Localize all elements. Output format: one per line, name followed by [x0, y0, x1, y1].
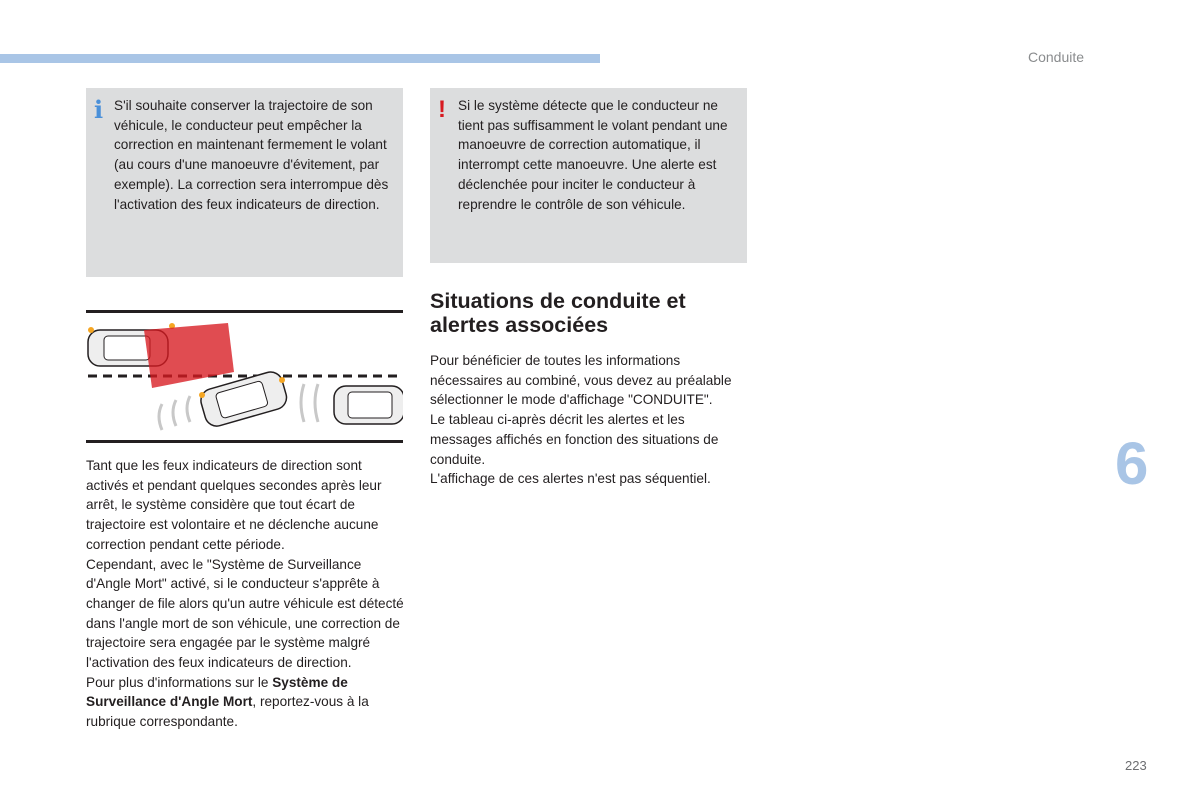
- vehicle-ego-icon: [198, 369, 289, 429]
- illustration-top-rule: [86, 310, 403, 313]
- vehicle-following-icon: [334, 386, 403, 424]
- text-span: , reportez-vous à la rubrique correspondante.: [86, 694, 369, 730]
- paragraph: [86, 673, 406, 732]
- indicator-light: [279, 377, 285, 383]
- illustration-bottom-rule: [86, 440, 403, 443]
- section-heading: Situations de conduite et alertes associées: [430, 289, 686, 337]
- right-body-text: [430, 351, 750, 489]
- paragraph: Cependant, avec le "Système de Surveillance d'Angle Mort" activé, si le conducteur s'apprête à changer de file alors qu'un autre véhicule est détecté dans l'angle mort de son véhicule, une correction de trajectoire sera engagée par le système malgré l'activation des feux indicateurs de direction.: [86, 556, 404, 671]
- vehicle-following-trail: [301, 384, 318, 422]
- info-box: [86, 88, 403, 277]
- indicator-light: [199, 392, 205, 398]
- blind-spot-illustration: [86, 318, 403, 440]
- warning-icon: !: [438, 96, 446, 123]
- info-icon: i: [94, 95, 104, 124]
- info-box-text: S'il souhaite conserver la trajectoire de son véhicule, le conducteur peut empêcher la correction en maintenant fermement le volant (au cours d'une manoeuvre d'évitement, par exemple). La correction sera interrompue dès l'activation des feux indicateurs de direction.: [114, 98, 389, 212]
- text-bold: Système de Surveillance d'Angle Mort: [86, 674, 348, 710]
- vehicle-ego-trail: [159, 396, 190, 430]
- header-accent-bar: [0, 54, 600, 63]
- paragraph: L'affichage de ces alertes n'est pas séquentiel.: [430, 471, 711, 487]
- section-title: Conduite: [1028, 49, 1085, 65]
- text-span: Pour plus d'informations sur le: [86, 674, 273, 690]
- paragraph: Tant que les feux indicateurs de direction sont activés et pendant quelques secondes après leur arrêt, le système considère que tout écart de trajectoire est volontaire et ne déclenche aucune correction pendant cette période.: [86, 458, 382, 552]
- paragraph: Pour bénéficier de toutes les informations nécessaires au combiné, vous devez au préalable sélectionner le mode d'affichage "CONDUITE".: [430, 353, 732, 408]
- warning-box-text: Si le système détecte que le conducteur ne tient pas suffisamment le volant pendant une manoeuvre de correction automatique, il interrompt cette manoeuvre. Une alerte est déclenchée pour inciter le conducteur à reprendre le contrôle de son véhicule.: [458, 98, 728, 212]
- chapter-number: 6: [1115, 430, 1149, 497]
- warning-box: [430, 88, 747, 263]
- blind-spot-zone: [144, 323, 234, 388]
- left-body-text: [86, 456, 406, 732]
- page-number: 223: [1125, 758, 1147, 773]
- paragraph: Le tableau ci-après décrit les alertes et les messages affichés en fonction des situations de conduite.: [430, 412, 719, 467]
